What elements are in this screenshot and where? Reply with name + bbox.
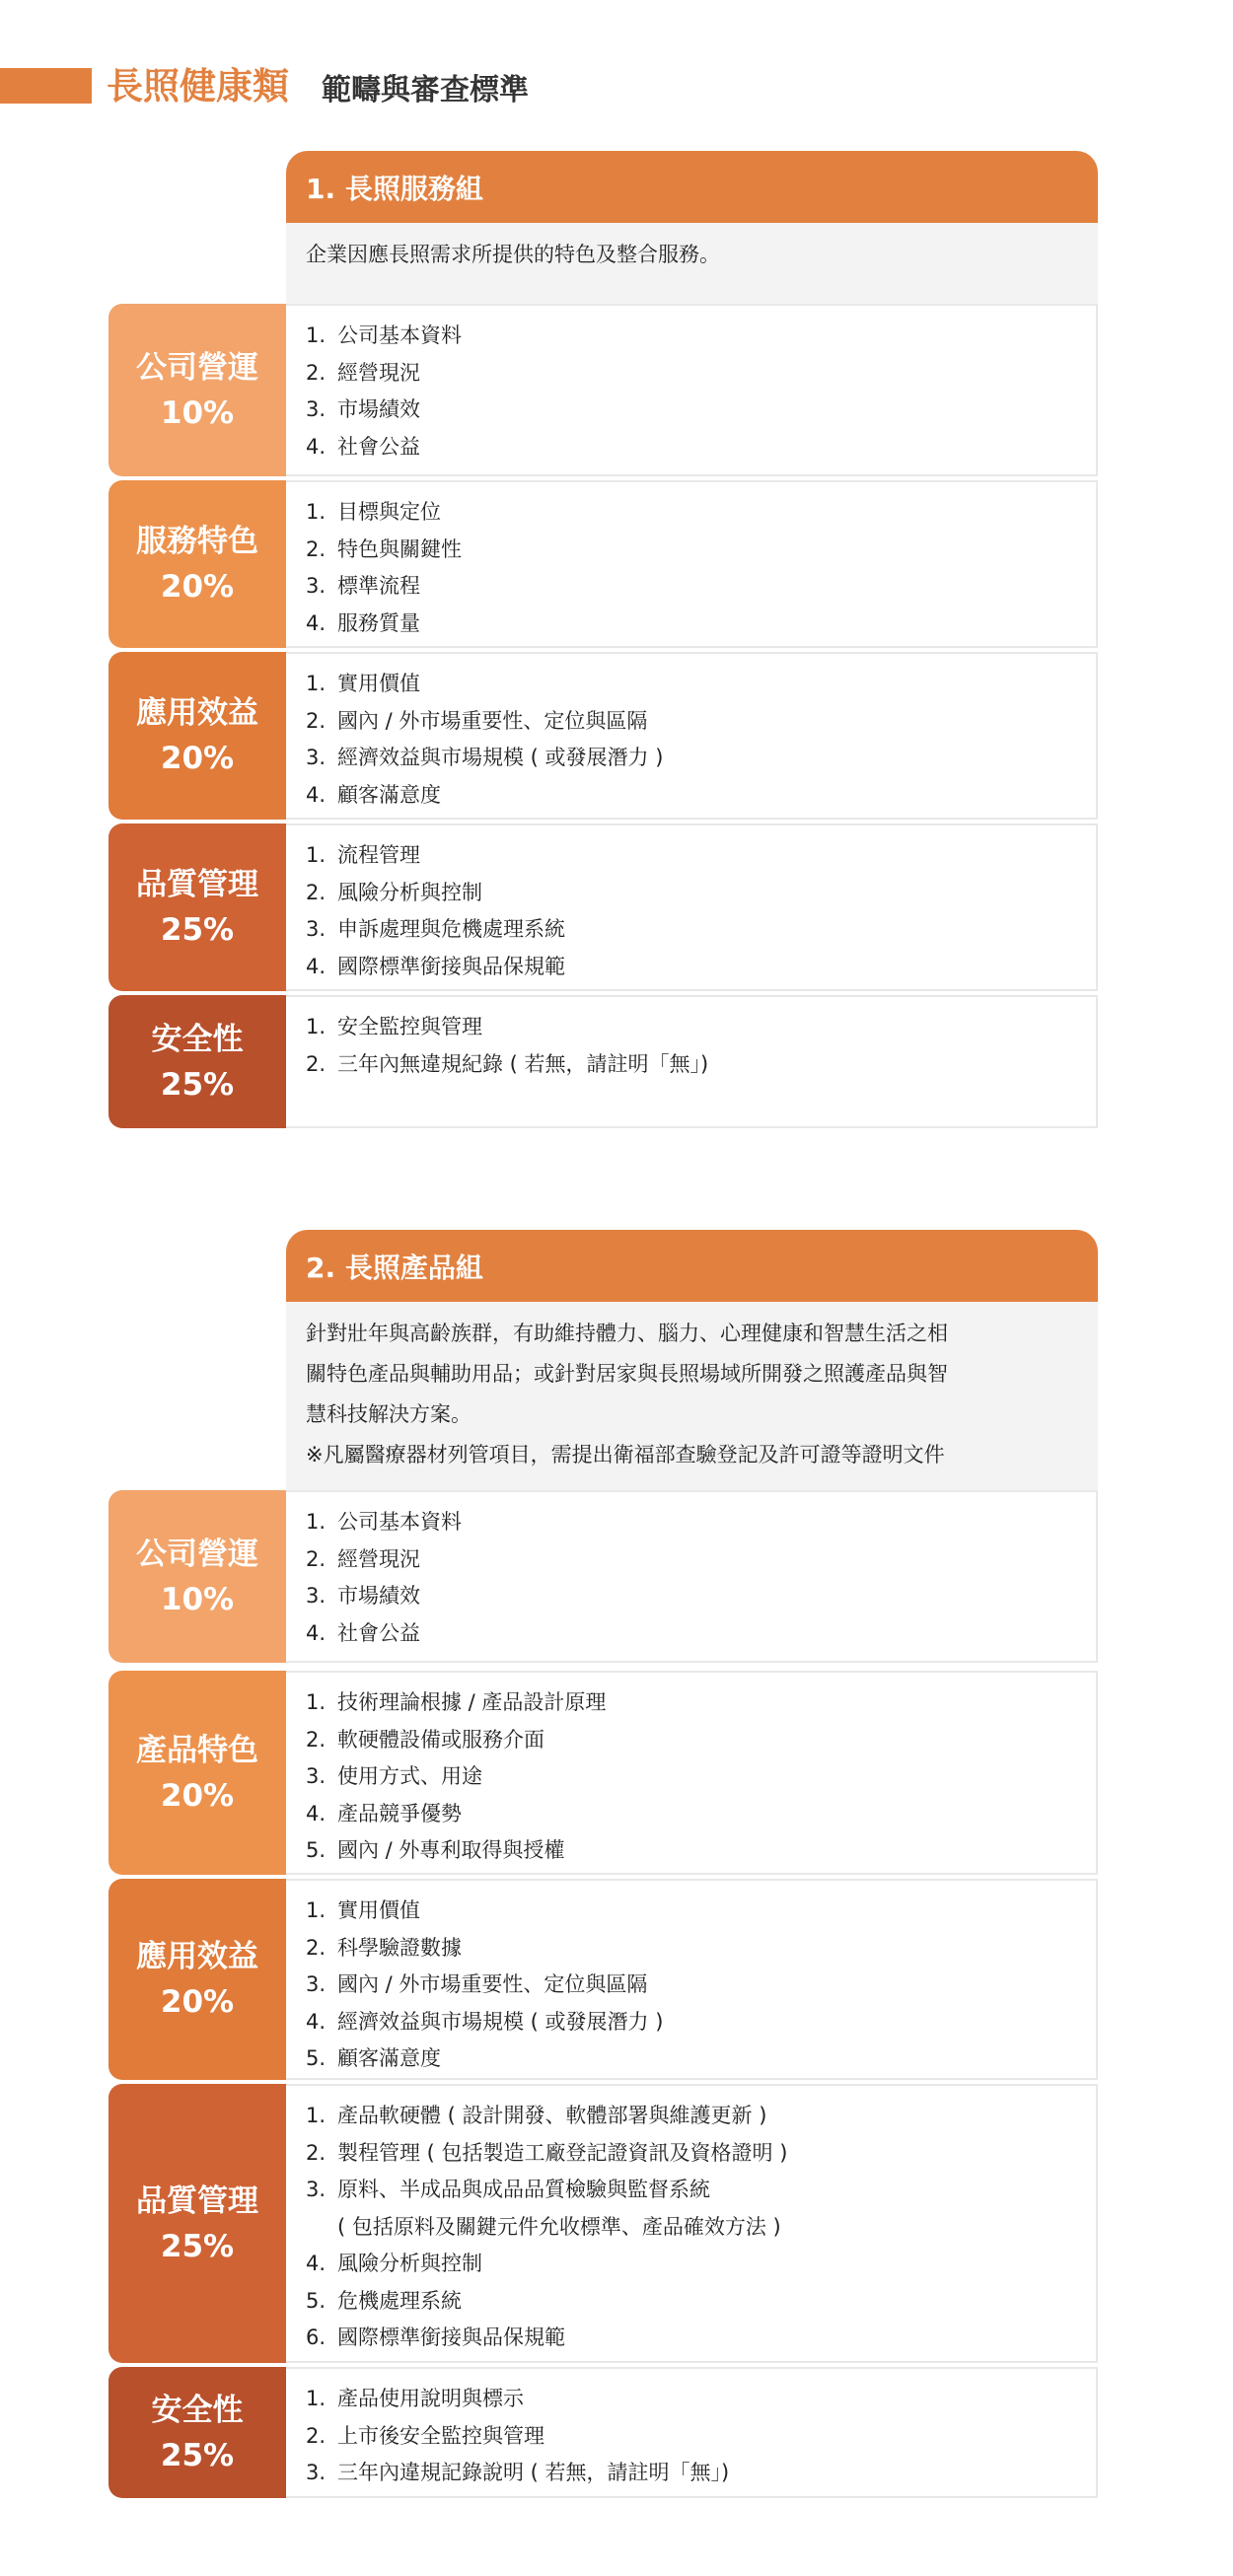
criteria-item xyxy=(306,2135,1086,2173)
item-number: 4. xyxy=(306,954,326,978)
criteria-label xyxy=(109,652,286,820)
description-line: 慧科技解決方案。 xyxy=(306,1402,471,1426)
item-text: 社會公益 xyxy=(337,1620,420,1645)
section-description xyxy=(286,223,1098,304)
criteria-label xyxy=(109,1671,286,1875)
criteria-list xyxy=(306,1893,1086,2078)
criteria-item xyxy=(306,2320,1086,2357)
criteria-item xyxy=(306,392,1086,429)
criteria-name: 品質管理 xyxy=(136,2182,258,2219)
item-text: 國際標準銜接與品保規範 xyxy=(337,954,565,978)
item-text: 國內 / 外專利取得與授權 xyxy=(337,1838,565,1862)
criteria-item xyxy=(306,568,1086,606)
item-text: 國際標準銜接與品保規範 xyxy=(337,2326,565,2349)
item-text: 國內 / 外市場重要性、定位與區隔 xyxy=(337,708,648,733)
criteria-list xyxy=(306,666,1086,814)
criteria-label xyxy=(109,2367,286,2498)
criteria-label xyxy=(109,1490,286,1663)
description-line: 針對壯年與高齡族群，有助維持體力、腦力、心理健康和智慧生活之相 xyxy=(306,1322,948,1345)
section-title-bar xyxy=(286,151,1098,223)
criteria-row xyxy=(109,995,1098,1128)
item-text: 原料、半成品與成品品質檢驗與監督系統 xyxy=(337,2178,710,2201)
criteria-item xyxy=(306,703,1086,741)
item-text: 顧客滿意度 xyxy=(337,2046,441,2070)
item-text: 社會公益 xyxy=(337,434,420,459)
item-number: 4. xyxy=(306,2252,326,2275)
criteria-weight: 10% xyxy=(160,394,235,431)
criteria-item xyxy=(306,1796,1086,1833)
criteria-items xyxy=(286,652,1098,820)
item-number: 2. xyxy=(306,708,326,733)
criteria-item xyxy=(306,1684,1086,1722)
section-title-bar xyxy=(286,1230,1098,1302)
criteria-list xyxy=(306,1684,1086,1870)
criteria-row xyxy=(109,1490,1098,1663)
criteria-item xyxy=(306,606,1086,643)
criteria-row xyxy=(109,652,1098,820)
item-number: 4. xyxy=(306,2009,326,2034)
page-title: 長照健康類 xyxy=(107,65,289,107)
criteria-item xyxy=(306,2004,1086,2041)
item-number: 1. xyxy=(306,2387,326,2410)
criteria-weight: 25% xyxy=(160,2228,235,2264)
item-number: 2. xyxy=(306,1935,326,1960)
criteria-item xyxy=(306,949,1086,986)
criteria-item xyxy=(306,837,1086,875)
criteria-name: 安全性 xyxy=(151,2392,244,2428)
item-number: 3. xyxy=(306,1972,326,1996)
criteria-row xyxy=(109,1671,1098,1875)
item-text: ( 包括原料及關鍵元件允收標準、產品確效方法 ) xyxy=(337,2214,781,2239)
item-text: 產品軟硬體 ( 設計開發、軟體部署與維護更新 ) xyxy=(337,2104,767,2127)
item-text: 危機處理系統 xyxy=(337,2288,462,2313)
page-subtitle: 範疇與審查標準 xyxy=(322,73,529,107)
item-number: 3. xyxy=(306,397,326,421)
criteria-items xyxy=(286,1490,1098,1663)
item-text: 經濟效益與市場規模 ( 或發展潛力 ) xyxy=(337,746,664,769)
item-number: 1. xyxy=(306,1690,326,1714)
criteria-weight: 25% xyxy=(160,1066,235,1103)
criteria-item xyxy=(306,1046,1086,1084)
item-number: 1. xyxy=(306,323,326,347)
criteria-item xyxy=(306,2246,1086,2283)
description-line: 關特色產品與輔助用品；或針對居家與長照場域所開發之照護產品與智 xyxy=(306,1362,948,1386)
item-text: 上市後安全監控與管理 xyxy=(337,2423,544,2448)
item-text: 申訴處理與危機處理系統 xyxy=(337,917,565,941)
item-number: 5. xyxy=(306,2288,326,2313)
item-number: 2. xyxy=(306,2423,326,2448)
item-text: 科學驗證數據 xyxy=(337,1935,462,1960)
criteria-item xyxy=(306,2040,1086,2078)
section-product-group xyxy=(109,1230,1098,2512)
item-number: 4. xyxy=(306,1620,326,1645)
item-number: 1. xyxy=(306,1015,326,1038)
item-number: 1. xyxy=(306,1898,326,1922)
criteria-item xyxy=(306,911,1086,949)
item-text: 特色與關鍵性 xyxy=(337,537,462,561)
item-number: 2. xyxy=(306,360,326,385)
criteria-items xyxy=(286,995,1098,1128)
item-number: 4. xyxy=(306,782,326,807)
criteria-item xyxy=(306,2098,1086,2135)
criteria-item xyxy=(306,1758,1086,1796)
description-line: ※凡屬醫療器材列管項目，需提出衛福部查驗登記及許可證等證明文件 xyxy=(306,1443,945,1467)
item-number: 3. xyxy=(306,1584,326,1608)
item-number: 5. xyxy=(306,2046,326,2070)
header-accent-bar xyxy=(0,68,92,104)
item-number: 6. xyxy=(306,2326,326,2349)
criteria-list xyxy=(306,494,1086,642)
criteria-items xyxy=(286,823,1098,991)
item-text: 產品使用說明與標示 xyxy=(337,2387,524,2410)
criteria-items xyxy=(286,2084,1098,2363)
criteria-name: 產品特色 xyxy=(136,1732,258,1768)
criteria-item xyxy=(306,355,1086,393)
criteria-weight: 20% xyxy=(160,1984,235,2020)
criteria-item xyxy=(306,1722,1086,1759)
criteria-item xyxy=(306,1504,1086,1541)
item-number: 4. xyxy=(306,1801,326,1825)
item-text: 實用價值 xyxy=(337,672,420,695)
item-text: 目標與定位 xyxy=(337,500,441,524)
item-text: 風險分析與控制 xyxy=(337,880,482,904)
criteria-item xyxy=(306,1832,1086,1870)
item-text: 使用方式、用途 xyxy=(337,1764,482,1788)
item-text: 三年內無違規紀錄 ( 若無，請註明「無」) xyxy=(337,1051,709,1076)
item-text: 軟硬體設備或服務介面 xyxy=(337,1727,544,1752)
item-number: 4. xyxy=(306,610,326,635)
criteria-item xyxy=(306,875,1086,912)
criteria-weight: 25% xyxy=(160,912,235,948)
criteria-item xyxy=(306,2381,1086,2418)
item-text: 公司基本資料 xyxy=(337,1510,462,1534)
criteria-item xyxy=(306,1541,1086,1579)
item-text: 經營現況 xyxy=(337,360,420,385)
criteria-items xyxy=(286,480,1098,648)
criteria-list xyxy=(306,318,1086,465)
criteria-item xyxy=(306,740,1086,777)
criteria-item xyxy=(306,1578,1086,1615)
criteria-row xyxy=(109,480,1098,648)
item-text: 市場績效 xyxy=(337,1584,420,1608)
criteria-label xyxy=(109,1879,286,2080)
criteria-row xyxy=(109,304,1098,476)
criteria-name: 應用效益 xyxy=(136,695,258,731)
item-number: 4. xyxy=(306,434,326,459)
item-text: 安全監控與管理 xyxy=(337,1015,482,1038)
criteria-items xyxy=(286,1671,1098,1875)
criteria-weight: 20% xyxy=(160,1777,235,1814)
item-number: 2. xyxy=(306,1727,326,1752)
item-text: 經營現況 xyxy=(337,1546,420,1571)
criteria-row xyxy=(109,2367,1098,2498)
item-text: 流程管理 xyxy=(337,843,420,867)
criteria-name: 應用效益 xyxy=(136,1939,258,1974)
criteria-item xyxy=(306,318,1086,355)
criteria-item xyxy=(306,1009,1086,1046)
section-description xyxy=(286,1302,1098,1490)
criteria-item xyxy=(306,666,1086,703)
item-number: 5. xyxy=(306,1838,326,1862)
criteria-weight: 20% xyxy=(160,569,235,605)
item-number: 1. xyxy=(306,672,326,695)
criteria-items xyxy=(286,304,1098,476)
criteria-list xyxy=(306,2098,1086,2357)
item-number: 3. xyxy=(306,574,326,598)
criteria-item xyxy=(306,2455,1086,2492)
item-number: 3. xyxy=(306,1764,326,1788)
criteria-name: 安全性 xyxy=(151,1021,244,1057)
item-number: 1. xyxy=(306,500,326,524)
criteria-name: 公司營運 xyxy=(136,349,258,386)
criteria-item xyxy=(306,2172,1086,2209)
criteria-item xyxy=(306,777,1086,815)
criteria-item xyxy=(306,429,1086,466)
item-number: 3. xyxy=(306,746,326,769)
criteria-name: 服務特色 xyxy=(136,524,258,559)
item-text: 三年內違規記錄說明 ( 若無，請註明「無」) xyxy=(337,2461,730,2484)
page-header xyxy=(0,65,690,108)
section-title: 1. 長照服務組 xyxy=(306,173,483,205)
item-text: 產品競爭優勢 xyxy=(337,1801,462,1825)
item-number: 1. xyxy=(306,2104,326,2127)
item-text: 製程管理 ( 包括製造工廠登記證資訊及資格證明 ) xyxy=(337,2140,788,2165)
criteria-weight: 25% xyxy=(160,2437,235,2473)
criteria-item xyxy=(306,494,1086,532)
criteria-item xyxy=(306,1930,1086,1968)
item-text: 公司基本資料 xyxy=(337,323,462,347)
item-text: 實用價值 xyxy=(337,1898,420,1922)
criteria-row xyxy=(109,823,1098,991)
item-number: 2. xyxy=(306,1546,326,1571)
criteria-list xyxy=(306,1009,1086,1083)
item-number: 2. xyxy=(306,880,326,904)
item-number: 3. xyxy=(306,917,326,941)
item-text: 市場績效 xyxy=(337,397,420,421)
criteria-weight: 20% xyxy=(160,741,235,776)
item-text: 服務質量 xyxy=(337,610,420,635)
criteria-items xyxy=(286,2367,1098,2498)
criteria-item xyxy=(306,2283,1086,2321)
item-text: 技術理論根據 / 產品設計原理 xyxy=(337,1690,607,1714)
item-number: 1. xyxy=(306,1510,326,1534)
criteria-item xyxy=(306,1967,1086,2004)
criteria-item xyxy=(306,532,1086,569)
item-text: 風險分析與控制 xyxy=(337,2252,482,2275)
item-number: 1. xyxy=(306,843,326,867)
criteria-weight: 10% xyxy=(160,1581,235,1617)
section-service-group xyxy=(109,151,1098,1137)
criteria-item xyxy=(306,1615,1086,1653)
item-number: 2. xyxy=(306,1051,326,1076)
criteria-name: 公司營運 xyxy=(136,1536,258,1572)
item-number: 3. xyxy=(306,2178,326,2201)
criteria-label xyxy=(109,2084,286,2363)
criteria-label xyxy=(109,480,286,648)
criteria-item xyxy=(306,2209,1086,2247)
criteria-label xyxy=(109,995,286,1128)
item-text: 國內 / 外市場重要性、定位與區隔 xyxy=(337,1972,648,1996)
criteria-items xyxy=(286,1879,1098,2080)
criteria-item xyxy=(306,2418,1086,2456)
criteria-list xyxy=(306,1504,1086,1652)
item-number: 2. xyxy=(306,537,326,561)
criteria-label xyxy=(109,823,286,991)
section-title: 2. 長照產品組 xyxy=(306,1252,483,1284)
criteria-row xyxy=(109,1879,1098,2080)
criteria-label xyxy=(109,304,286,476)
item-text: 標準流程 xyxy=(337,574,420,598)
criteria-list xyxy=(306,837,1086,985)
item-number: 3. xyxy=(306,2461,326,2484)
criteria-item xyxy=(306,1893,1086,1930)
criteria-row xyxy=(109,2084,1098,2363)
item-text: 經濟效益與市場規模 ( 或發展潛力 ) xyxy=(337,2009,664,2034)
item-number: 2. xyxy=(306,2140,326,2165)
criteria-list xyxy=(306,2381,1086,2492)
item-text: 顧客滿意度 xyxy=(337,782,441,807)
criteria-name: 品質管理 xyxy=(136,867,258,902)
description-line: 企業因應長照需求所提供的特色及整合服務。 xyxy=(306,243,720,266)
